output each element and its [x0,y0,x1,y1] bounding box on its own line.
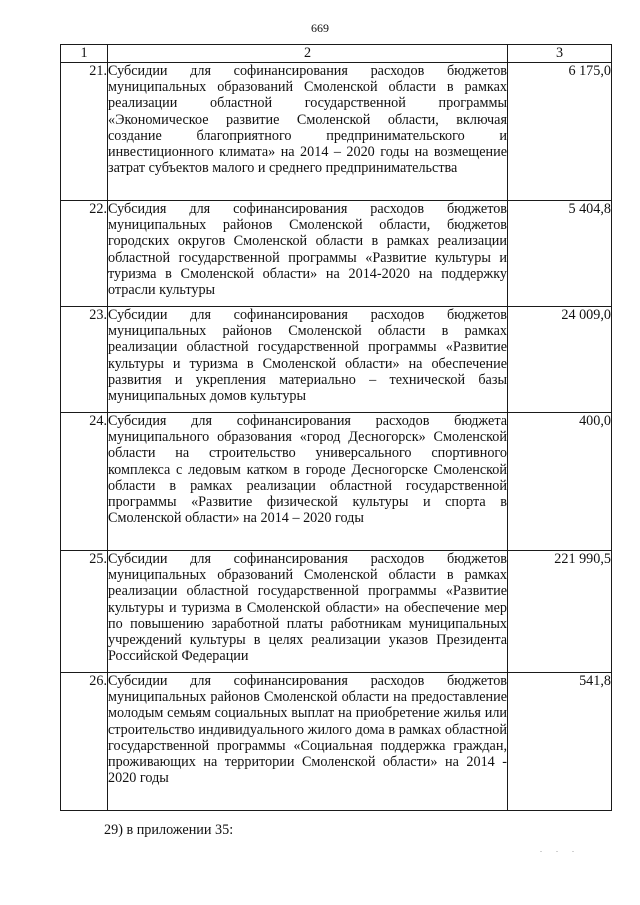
appendix-note: 29) в приложении 35: [104,822,234,838]
column-header-amount: 3 [508,45,612,63]
row-description: Субсидия для софинансирования расходов бюджетов муниципальных районов Смоленской области, бюджетов городских округов Смоленской области в рамках реализации областной государственной программы «Развитие культуры и туризма в Смоленской области» на 2014-2020 на поддержку отрасли культуры [108,201,508,307]
table-header-row [61,45,612,63]
row-description: Субсидии для софинансирования расходов бюджетов муниципальных районов Смоленской области на предоставление молодым семьям социальных выплат на приобретение жилья или строительство индивидуального жилого дома в рамках областной государственной программы «Социальная поддержка граждан, проживающих на территории Смоленской области» на 2014 - 2020 годы [108,673,508,811]
table-row [61,413,612,551]
row-number: 25. [61,551,108,673]
row-number: 24. [61,413,108,551]
column-header-number: 1 [61,45,108,63]
scan-artifact: . . . [540,845,580,854]
row-number: 26. [61,673,108,811]
row-amount: 541,8 [508,673,612,811]
table-row [61,63,612,201]
row-amount: 221 990,5 [508,551,612,673]
table-row [61,551,612,673]
row-description: Субсидии для софинансирования расходов бюджетов муниципальных образований Смоленской области в рамках реализации областной государственной программы «Экономическое развитие Смоленской области, включая создание благоприятного предпринимательского и инвестиционного климата» на 2014 – 2020 годы на возмещение затрат субъектов малого и среднего предпринимательства [108,63,508,201]
row-number: 23. [61,307,108,413]
row-description: Субсидии для софинансирования расходов бюджетов муниципальных районов Смоленской области в рамках реализации областной государственной программы «Развитие культуры и туризма в Смоленской области» на обеспечение развития и укрепления материально – технической базы муниципальных домов культуры [108,307,508,413]
table-row [61,307,612,413]
row-number: 21. [61,63,108,201]
budget-table [60,44,612,811]
table-row [61,201,612,307]
row-amount: 5 404,8 [508,201,612,307]
page-number: 669 [311,21,329,35]
row-amount: 24 009,0 [508,307,612,413]
row-number: 22. [61,201,108,307]
row-amount: 6 175,0 [508,63,612,201]
row-description: Субсидии для софинансирования расходов бюджетов муниципальных образований Смоленской области в рамках реализации областной государственной программы «Развитие культуры и туризма в Смоленской области» на обеспечение мер по повышению заработной платы работникам муниципальных учреждений культуры в целях реализации указов Президента Российской Федерации [108,551,508,673]
row-amount: 400,0 [508,413,612,551]
table-row [61,673,612,811]
column-header-description: 2 [108,45,508,63]
row-description: Субсидия для софинансирования расходов бюджета муниципального образования «город Десногорск» Смоленской области на строительство универсального спортивного комплекса с ледовым катком в городе Десногорске Смоленской области в рамках реализации областной государственной программы «Развитие физической культуры и спорта в Смоленской области» на 2014 – 2020 годы [108,413,508,551]
